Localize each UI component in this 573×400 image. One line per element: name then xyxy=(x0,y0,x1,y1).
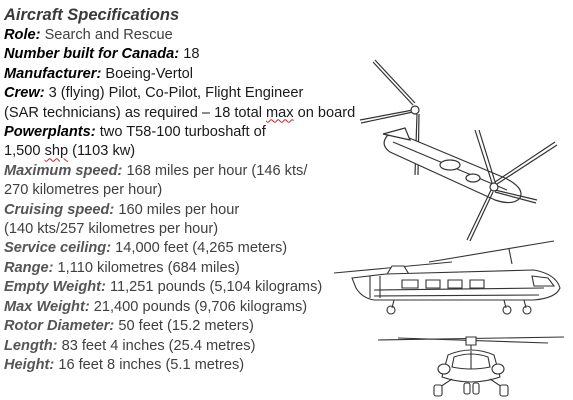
spec-powerplants-cont: 1,500 shp (1103 kw) xyxy=(4,143,136,160)
fuselage-front xyxy=(438,350,504,382)
spec-service-ceiling: Service ceiling: 14,000 feet (4,265 meters) xyxy=(4,240,288,257)
spec-document xyxy=(4,5,384,375)
front-rotor-blade xyxy=(429,241,554,262)
spec-crew-cont: (SAR technicians) as required – 18 total max on board xyxy=(4,104,356,121)
spec-manufacturer: Manufacturer: Boeing-Vertol xyxy=(4,65,194,82)
spec-cruising-speed-cont: (140 kts/257 kilometres per hour) xyxy=(4,221,219,238)
spec-maximum-speed-cont: 270 kilometres per hour) xyxy=(4,182,163,199)
spec-crew: Crew: 3 (flying) Pilot, Co-Pilot, Flight Engineer xyxy=(4,85,304,102)
spec-rotor-diameter: Rotor Diameter: 50 feet (15.2 meters) xyxy=(4,318,254,335)
spec-cruising-speed: Cruising speed: 160 miles per hour xyxy=(4,201,240,218)
spec-empty-weight: Empty Weight: 11,251 pounds (5,104 kilograms) xyxy=(4,279,323,296)
spec-number-built: Number built for Canada: 18 xyxy=(4,46,200,63)
helicopter-front-view-drawing xyxy=(378,325,564,397)
landing-gear xyxy=(387,300,531,314)
spec-powerplants: Powerplants: two T58-100 turboshaft of xyxy=(4,124,266,141)
spec-range: Range: 1,110 kilometres (684 miles) xyxy=(4,259,240,276)
helicopter-side-view-drawing xyxy=(334,240,570,318)
fuselage-side xyxy=(352,270,560,300)
document-title: Aircraft Specifications xyxy=(4,6,180,24)
helicopter-top-view-drawing xyxy=(355,50,570,245)
spec-maximum-speed: Maximum speed: 168 miles per hour (146 kts/ xyxy=(4,162,308,179)
spec-max-weight: Max Weight: 21,400 pounds (9,706 kilograms) xyxy=(4,298,308,315)
spec-length: Length: 83 feet 4 inches (25.4 metres) xyxy=(4,337,256,354)
spec-height: Height: 16 feet 8 inches (5.1 metres) xyxy=(4,356,245,373)
spec-role: Role: Search and Rescue xyxy=(4,27,173,43)
